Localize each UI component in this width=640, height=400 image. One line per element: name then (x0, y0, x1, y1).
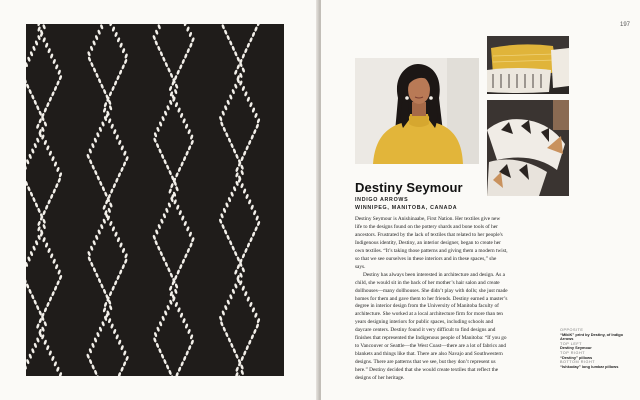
right-page (321, 0, 640, 400)
textile-pattern (26, 24, 284, 376)
caption-text: “MikiK” print by Destiny, of Indigo Arrows (560, 331, 624, 342)
caption-label: TOP RIGHT (560, 350, 586, 355)
profile-location: WINNIPEG, MANITOBA, CANADA (355, 205, 458, 211)
caption-label: OPPOSITE (560, 328, 584, 332)
paragraph-2: Destiny has always been interested in architecture and design. As a child, she would sit in the back of her mother’s hair salon and create dollhouses—many dollhouses. She didn’t play with dolls; she just made homes for them and gave them to her friends. Destiny earned a master’s degree in interior design from the University of Manitoba faculty of architecture. She worked at a local architecture firm for more than ten years designing interiors for public spaces, including schools and daycare centers. Destiny found it very difficult to find designs and finishes that represented the Indigenous people of Manitoba: “If you go to Vancouver or Seattle—the West Coast—there are a lot of fabrics and blankets and things like that. There are also Navajo and Southwestern designs. There are patterns that we see, but they don’t represent us here.” Destiny decided that she would create textiles that reflect the designs of her heritage. (355, 271, 508, 382)
caption-text: “Ishkoday” long lumbar pillows (560, 363, 619, 369)
caption-text: “Destiny” pillows (560, 354, 593, 360)
caption-text: Destiny Seymour (560, 345, 592, 351)
brand-name: INDIGO ARROWS (355, 197, 409, 203)
profile-name: Destiny Seymour (355, 180, 463, 195)
pillows-photo-bottom (487, 100, 569, 196)
textile-photo (26, 24, 284, 376)
page-number: 197 (619, 22, 630, 28)
caption-label: TOP LEFT (560, 341, 583, 346)
paragraph-1: Destiny Seymour is Anishinaabe, First Nation. Her textiles give new life to the designs found on the pottery shards and bone tools of her ancestors. Frustrated by the lack of textiles that related to her people's Indigenous identity, Destiny, an interior designer, began to create her own textiles. “It’s taking those patterns and giving them a modern twist, so that we see ourselves in these interiors and in these spaces,” she says. (355, 216, 508, 270)
article-body (355, 216, 508, 383)
caption-label: BOTTOM RIGHT (560, 360, 596, 365)
pillows-photo-top (487, 36, 569, 94)
left-page (0, 0, 319, 400)
portrait-photo (355, 58, 479, 164)
photo-captions (560, 328, 632, 369)
